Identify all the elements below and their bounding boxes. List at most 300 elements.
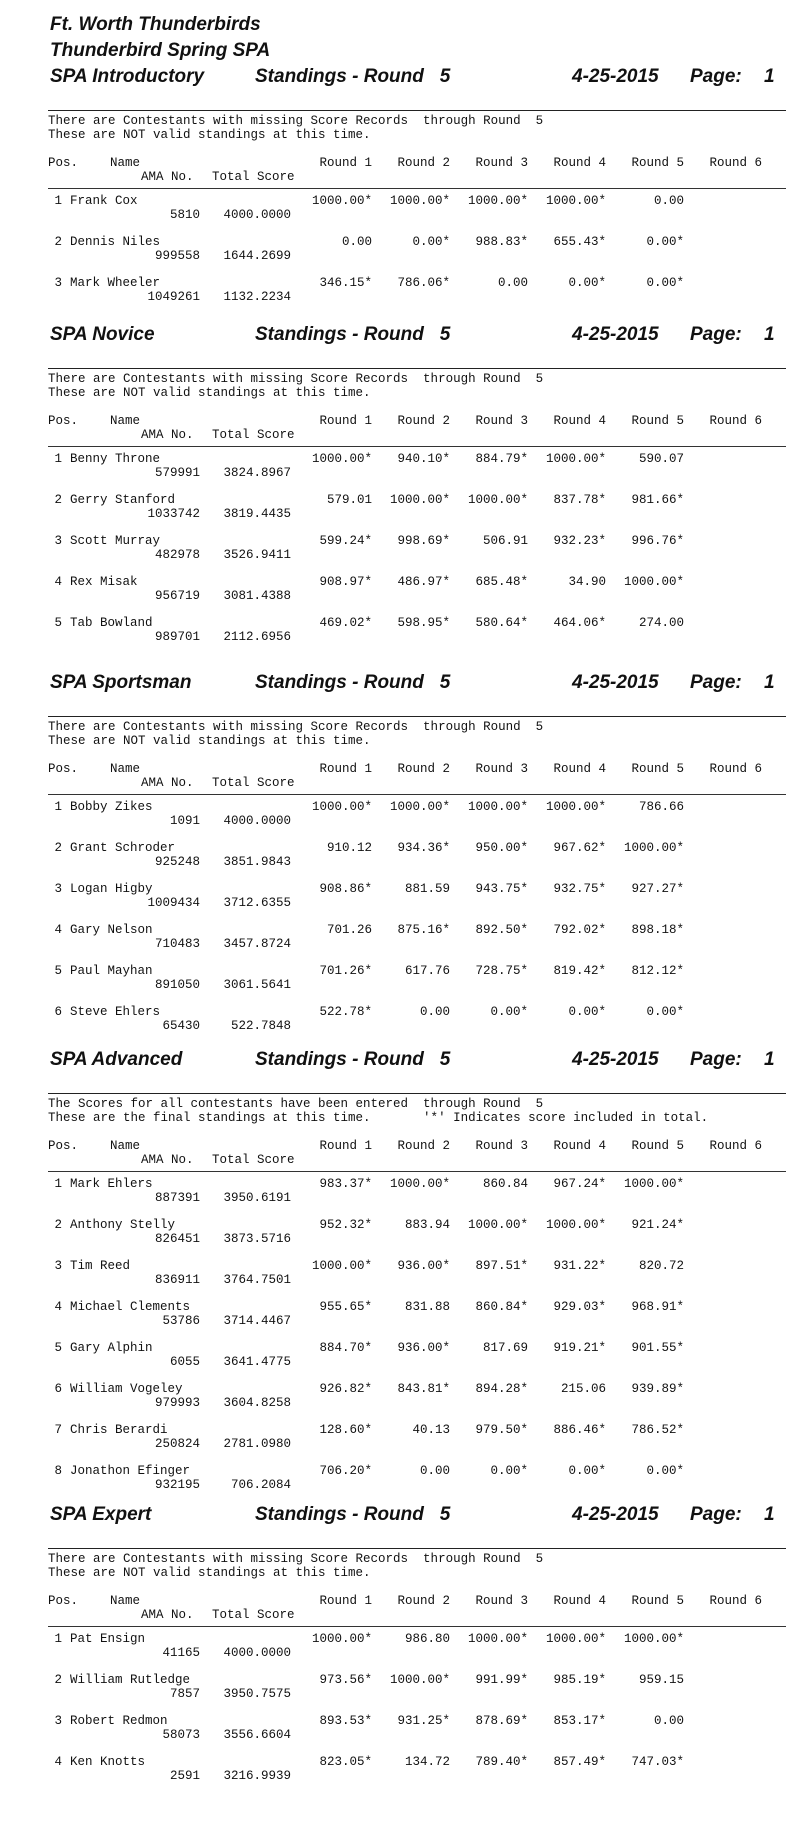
col-header-ama: AMA No. [141,428,194,442]
contestant-name: Logan Higby [70,882,153,896]
header-rule [48,794,786,795]
round-2-score: 843.81* [397,1382,450,1396]
col-header-name: Name [110,1139,141,1153]
round-4-score: 819.42* [553,964,606,978]
total-score: 3712.6355 [223,896,291,910]
ama-number: 53786 [162,1314,200,1328]
total-score: 3641.4775 [223,1355,291,1369]
page-label: Page: [690,324,742,345]
row-position: 1 [54,452,62,466]
round-5-score: 786.66 [638,800,684,814]
round-4-score: 837.78* [553,493,606,507]
round-2-score: 1000.00* [389,1177,450,1191]
round-3-score: 0.00 [497,276,528,290]
contestant-name: Grant Schroder [70,841,176,855]
report-date: 4-25-2015 [572,1049,659,1070]
round-1-score: 599.24* [319,534,372,548]
total-score: 522.7848 [230,1019,291,1033]
round-5-score: 0.00* [646,276,684,290]
row-position: 4 [54,1755,62,1769]
round-1-score: 910.12 [326,841,372,855]
row-position: 6 [54,1382,62,1396]
section-title [50,672,780,696]
col-header-round-3: Round 3 [475,414,528,428]
round-5-score: 959.15 [638,1673,684,1687]
round-1-score: 1000.00* [311,194,372,208]
round-4-score: 929.03* [553,1300,606,1314]
round-3-score: 1000.00* [467,194,528,208]
round-1-score: 701.26 [326,923,372,937]
report-date: 4-25-2015 [572,672,659,693]
ama-number: 2591 [169,1769,200,1783]
round-4-score: 0.00* [568,1005,606,1019]
status-note: These are NOT valid standings at this time. [48,1566,371,1580]
ama-number: 999558 [154,249,200,263]
col-header-round-1: Round 1 [319,762,372,776]
row-position: 2 [54,841,62,855]
status-note: There are Contestants with missing Score Records through Round 5 [48,372,544,386]
header-rule [48,446,786,447]
round-5-score: 1000.00* [623,1177,684,1191]
total-score: 2781.0980 [223,1437,291,1451]
round-1-score: 522.78* [319,1005,372,1019]
event-name: Thunderbird Spring SPA [50,40,271,61]
round-1-score: 908.86* [319,882,372,896]
ama-number: 1009434 [147,896,200,910]
round-3-score: 0.00* [490,1464,528,1478]
round-4-score: 857.49* [553,1755,606,1769]
round-1-score: 926.82* [319,1382,372,1396]
round-2-score: 0.00 [419,1464,450,1478]
contestant-name: Mark Ehlers [70,1177,153,1191]
contestant-name: Anthony Stelly [70,1218,176,1232]
round-1-score: 952.32* [319,1218,372,1232]
total-score: 3714.4467 [223,1314,291,1328]
row-position: 5 [54,1341,62,1355]
contestant-name: Scott Murray [70,534,161,548]
status-note: These are NOT valid standings at this time. [48,128,371,142]
status-note: There are Contestants with missing Score Records through Round 5 [48,114,544,128]
round-2-score: 875.16* [397,923,450,937]
contestant-name: Robert Redmon [70,1714,168,1728]
page-number: 1 [764,1504,775,1525]
round-3-score: 1000.00* [467,1218,528,1232]
round-4-score: 0.00* [568,1464,606,1478]
col-header-name: Name [110,156,141,170]
page-label: Page: [690,1049,742,1070]
header-rule [48,188,786,189]
total-score: 3216.9939 [223,1769,291,1783]
section-title [50,66,780,90]
section-title [50,324,780,348]
col-header-pos: Pos. [48,762,79,776]
round-1-score: 908.97* [319,575,372,589]
round-3-score: 506.91 [482,534,528,548]
round-2-score: 486.97* [397,575,450,589]
round-2-score: 40.13 [412,1423,450,1437]
round-5-score: 1000.00* [623,841,684,855]
round-1-score: 1000.00* [311,1632,372,1646]
round-1-score: 1000.00* [311,800,372,814]
row-position: 6 [54,1005,62,1019]
total-score: 3764.7501 [223,1273,291,1287]
round-1-score: 1000.00* [311,452,372,466]
round-4-score: 853.17* [553,1714,606,1728]
col-header-round-3: Round 3 [475,1594,528,1608]
round-1-score: 706.20* [319,1464,372,1478]
round-3-score: 892.50* [475,923,528,937]
round-2-score: 881.59 [404,882,450,896]
round-5-score: 927.27* [631,882,684,896]
contestant-name: Pat Ensign [70,1632,146,1646]
round-3-score: 878.69* [475,1714,528,1728]
round-3-score: 860.84 [482,1177,528,1191]
row-position: 2 [54,235,62,249]
standings-label: Standings - Round 5 [255,66,451,87]
col-header-round-5: Round 5 [631,1139,684,1153]
ama-number: 925248 [154,855,200,869]
round-5-score: 747.03* [631,1755,684,1769]
row-position: 3 [54,276,62,290]
total-score: 3819.4435 [223,507,291,521]
col-header-ama: AMA No. [141,170,194,184]
round-4-score: 655.43* [553,235,606,249]
total-score: 1132.2234 [223,290,291,304]
contestant-name: Gary Nelson [70,923,153,937]
round-5-score: 0.00 [653,1714,684,1728]
section-top-rule [48,110,786,111]
col-header-pos: Pos. [48,156,79,170]
round-2-score: 0.00 [419,1005,450,1019]
row-position: 2 [54,1218,62,1232]
row-position: 3 [54,882,62,896]
ama-number: 250824 [154,1437,200,1451]
ama-number: 1049261 [147,290,200,304]
total-score: 3604.8258 [223,1396,291,1410]
col-header-total: Total Score [212,776,295,790]
round-2-score: 831.88 [404,1300,450,1314]
round-2-score: 883.94 [404,1218,450,1232]
ama-number: 1091 [169,814,200,828]
col-header-round-5: Round 5 [631,414,684,428]
round-3-score: 897.51* [475,1259,528,1273]
col-header-total: Total Score [212,1153,295,1167]
class-name: SPA Expert [50,1504,152,1525]
contestant-name: Tab Bowland [70,616,153,630]
round-1-score: 955.65* [319,1300,372,1314]
total-score: 4000.0000 [223,1646,291,1660]
round-5-score: 0.00* [646,1005,684,1019]
ama-number: 989701 [154,630,200,644]
standings-label: Standings - Round 5 [255,1049,451,1070]
col-header-round-1: Round 1 [319,1139,372,1153]
round-3-score: 860.84* [475,1300,528,1314]
round-1-score: 983.37* [319,1177,372,1191]
round-3-score: 884.79* [475,452,528,466]
contestant-name: William Rutledge [70,1673,191,1687]
section-title [50,1504,780,1528]
round-5-score: 0.00* [646,1464,684,1478]
col-header-pos: Pos. [48,1594,79,1608]
total-score: 3851.9843 [223,855,291,869]
col-header-ama: AMA No. [141,776,194,790]
col-header-round-2: Round 2 [397,1139,450,1153]
round-4-score: 985.19* [553,1673,606,1687]
round-4-score: 967.24* [553,1177,606,1191]
col-header-total: Total Score [212,1608,295,1622]
contestant-name: Benny Throne [70,452,161,466]
round-2-score: 986.80 [404,1632,450,1646]
report-date: 4-25-2015 [572,324,659,345]
round-4-score: 1000.00* [545,1632,606,1646]
round-1-score: 884.70* [319,1341,372,1355]
round-2-score: 0.00* [412,235,450,249]
round-5-score: 939.89* [631,1382,684,1396]
col-header-round-3: Round 3 [475,762,528,776]
ama-number: 932195 [154,1478,200,1492]
section-top-rule [48,368,786,369]
contestant-name: Tim Reed [70,1259,131,1273]
contestant-name: Steve Ehlers [70,1005,161,1019]
ama-number: 6055 [169,1355,200,1369]
round-2-score: 1000.00* [389,194,450,208]
round-5-score: 898.18* [631,923,684,937]
round-4-score: 464.06* [553,616,606,630]
col-header-round-2: Round 2 [397,414,450,428]
total-score: 3950.6191 [223,1191,291,1205]
round-4-score: 792.02* [553,923,606,937]
ama-number: 1033742 [147,507,200,521]
round-3-score: 1000.00* [467,493,528,507]
contestant-name: Bobby Zikes [70,800,153,814]
contestant-name: Rex Misak [70,575,138,589]
ama-number: 65430 [162,1019,200,1033]
round-1-score: 579.01 [326,493,372,507]
round-2-score: 786.06* [397,276,450,290]
round-2-score: 1000.00* [389,1673,450,1687]
round-3-score: 728.75* [475,964,528,978]
page-number: 1 [764,324,775,345]
col-header-name: Name [110,762,141,776]
page-label: Page: [690,672,742,693]
round-4-score: 967.62* [553,841,606,855]
ama-number: 836911 [154,1273,200,1287]
round-5-score: 0.00 [653,194,684,208]
row-position: 1 [54,1632,62,1646]
round-1-score: 893.53* [319,1714,372,1728]
class-name: SPA Novice [50,324,155,345]
total-score: 3081.4388 [223,589,291,603]
ama-number: 956719 [154,589,200,603]
ama-number: 710483 [154,937,200,951]
standings-label: Standings - Round 5 [255,672,451,693]
round-2-score: 598.95* [397,616,450,630]
col-header-round-2: Round 2 [397,1594,450,1608]
round-2-score: 1000.00* [389,800,450,814]
total-score: 3526.9411 [223,548,291,562]
total-score: 3556.6604 [223,1728,291,1742]
row-position: 4 [54,923,62,937]
col-header-total: Total Score [212,170,295,184]
round-3-score: 817.69 [482,1341,528,1355]
total-score: 2112.6956 [223,630,291,644]
ama-number: 579991 [154,466,200,480]
total-score: 3824.8967 [223,466,291,480]
col-header-round-4: Round 4 [553,1139,606,1153]
row-position: 1 [54,194,62,208]
contestant-name: Michael Clements [70,1300,191,1314]
row-position: 4 [54,1300,62,1314]
round-1-score: 469.02* [319,616,372,630]
ama-number: 887391 [154,1191,200,1205]
col-header-name: Name [110,1594,141,1608]
round-2-score: 617.76 [404,964,450,978]
col-header-round-1: Round 1 [319,1594,372,1608]
section-top-rule [48,716,786,717]
status-note: These are the final standings at this time. '*' Indicates score included in total. [48,1111,709,1125]
round-4-score: 1000.00* [545,1218,606,1232]
section-title [50,1049,780,1073]
status-note: These are NOT valid standings at this time. [48,386,371,400]
round-5-score: 921.24* [631,1218,684,1232]
col-header-round-1: Round 1 [319,414,372,428]
contestant-name: Mark Wheeler [70,276,161,290]
row-position: 3 [54,1714,62,1728]
round-4-score: 215.06 [560,1382,606,1396]
col-header-round-6: Round 6 [709,762,762,776]
round-2-score: 940.10* [397,452,450,466]
round-3-score: 580.64* [475,616,528,630]
round-5-score: 1000.00* [623,575,684,589]
row-position: 7 [54,1423,62,1437]
round-3-score: 1000.00* [467,800,528,814]
contestant-name: Frank Cox [70,194,138,208]
round-4-score: 34.90 [568,575,606,589]
round-4-score: 932.23* [553,534,606,548]
ama-number: 891050 [154,978,200,992]
col-header-total: Total Score [212,428,295,442]
round-4-score: 931.22* [553,1259,606,1273]
row-position: 2 [54,493,62,507]
round-4-score: 0.00* [568,276,606,290]
col-header-ama: AMA No. [141,1153,194,1167]
col-header-round-6: Round 6 [709,156,762,170]
round-1-score: 973.56* [319,1673,372,1687]
round-1-score: 128.60* [319,1423,372,1437]
status-note: These are NOT valid standings at this time. [48,734,371,748]
round-4-score: 1000.00* [545,800,606,814]
total-score: 1644.2699 [223,249,291,263]
round-5-score: 1000.00* [623,1632,684,1646]
round-2-score: 936.00* [397,1341,450,1355]
round-4-score: 932.75* [553,882,606,896]
col-header-round-3: Round 3 [475,156,528,170]
total-score: 4000.0000 [223,814,291,828]
round-5-score: 590.07 [638,452,684,466]
round-3-score: 685.48* [475,575,528,589]
total-score: 3457.8724 [223,937,291,951]
round-2-score: 998.69* [397,534,450,548]
header-rule [48,1626,786,1627]
round-5-score: 901.55* [631,1341,684,1355]
round-3-score: 950.00* [475,841,528,855]
col-header-round-5: Round 5 [631,762,684,776]
status-note: There are Contestants with missing Score Records through Round 5 [48,1552,544,1566]
round-5-score: 996.76* [631,534,684,548]
col-header-round-2: Round 2 [397,762,450,776]
col-header-round-6: Round 6 [709,1139,762,1153]
row-position: 4 [54,575,62,589]
round-2-score: 936.00* [397,1259,450,1273]
col-header-pos: Pos. [48,414,79,428]
round-1-score: 823.05* [319,1755,372,1769]
round-3-score: 943.75* [475,882,528,896]
contestant-name: Dennis Niles [70,235,161,249]
total-score: 706.2084 [230,1478,291,1492]
round-2-score: 934.36* [397,841,450,855]
row-position: 1 [54,800,62,814]
round-5-score: 981.66* [631,493,684,507]
col-header-round-4: Round 4 [553,1594,606,1608]
round-4-score: 886.46* [553,1423,606,1437]
row-position: 3 [54,534,62,548]
round-3-score: 1000.00* [467,1632,528,1646]
col-header-round-4: Round 4 [553,762,606,776]
round-1-score: 346.15* [319,276,372,290]
row-position: 5 [54,616,62,630]
round-5-score: 812.12* [631,964,684,978]
col-header-round-4: Round 4 [553,156,606,170]
col-header-round-1: Round 1 [319,156,372,170]
page-number: 1 [764,1049,775,1070]
status-note: The Scores for all contestants have been entered through Round 5 [48,1097,544,1111]
page-label: Page: [690,66,742,87]
ama-number: 7857 [169,1687,200,1701]
ama-number: 41165 [162,1646,200,1660]
contestant-name: Ken Knotts [70,1755,146,1769]
round-5-score: 820.72 [638,1259,684,1273]
standings-label: Standings - Round 5 [255,1504,451,1525]
contestant-name: Gary Alphin [70,1341,153,1355]
club-name: Ft. Worth Thunderbirds [50,14,261,35]
section-top-rule [48,1093,786,1094]
page-label: Page: [690,1504,742,1525]
round-5-score: 786.52* [631,1423,684,1437]
contestant-name: Gerry Stanford [70,493,176,507]
col-header-name: Name [110,414,141,428]
col-header-round-2: Round 2 [397,156,450,170]
round-2-score: 931.25* [397,1714,450,1728]
col-header-round-4: Round 4 [553,414,606,428]
round-4-score: 1000.00* [545,194,606,208]
col-header-round-3: Round 3 [475,1139,528,1153]
ama-number: 826451 [154,1232,200,1246]
class-name: SPA Introductory [50,66,205,87]
round-1-score: 1000.00* [311,1259,372,1273]
status-note: There are Contestants with missing Score Records through Round 5 [48,720,544,734]
header-rule [48,1171,786,1172]
contestant-name: William Vogeley [70,1382,183,1396]
section-top-rule [48,1548,786,1549]
round-3-score: 979.50* [475,1423,528,1437]
contestant-name: Paul Mayhan [70,964,153,978]
report-date: 4-25-2015 [572,66,659,87]
ama-number: 979993 [154,1396,200,1410]
report-date: 4-25-2015 [572,1504,659,1525]
round-1-score: 701.26* [319,964,372,978]
page-number: 1 [764,672,775,693]
round-3-score: 988.83* [475,235,528,249]
